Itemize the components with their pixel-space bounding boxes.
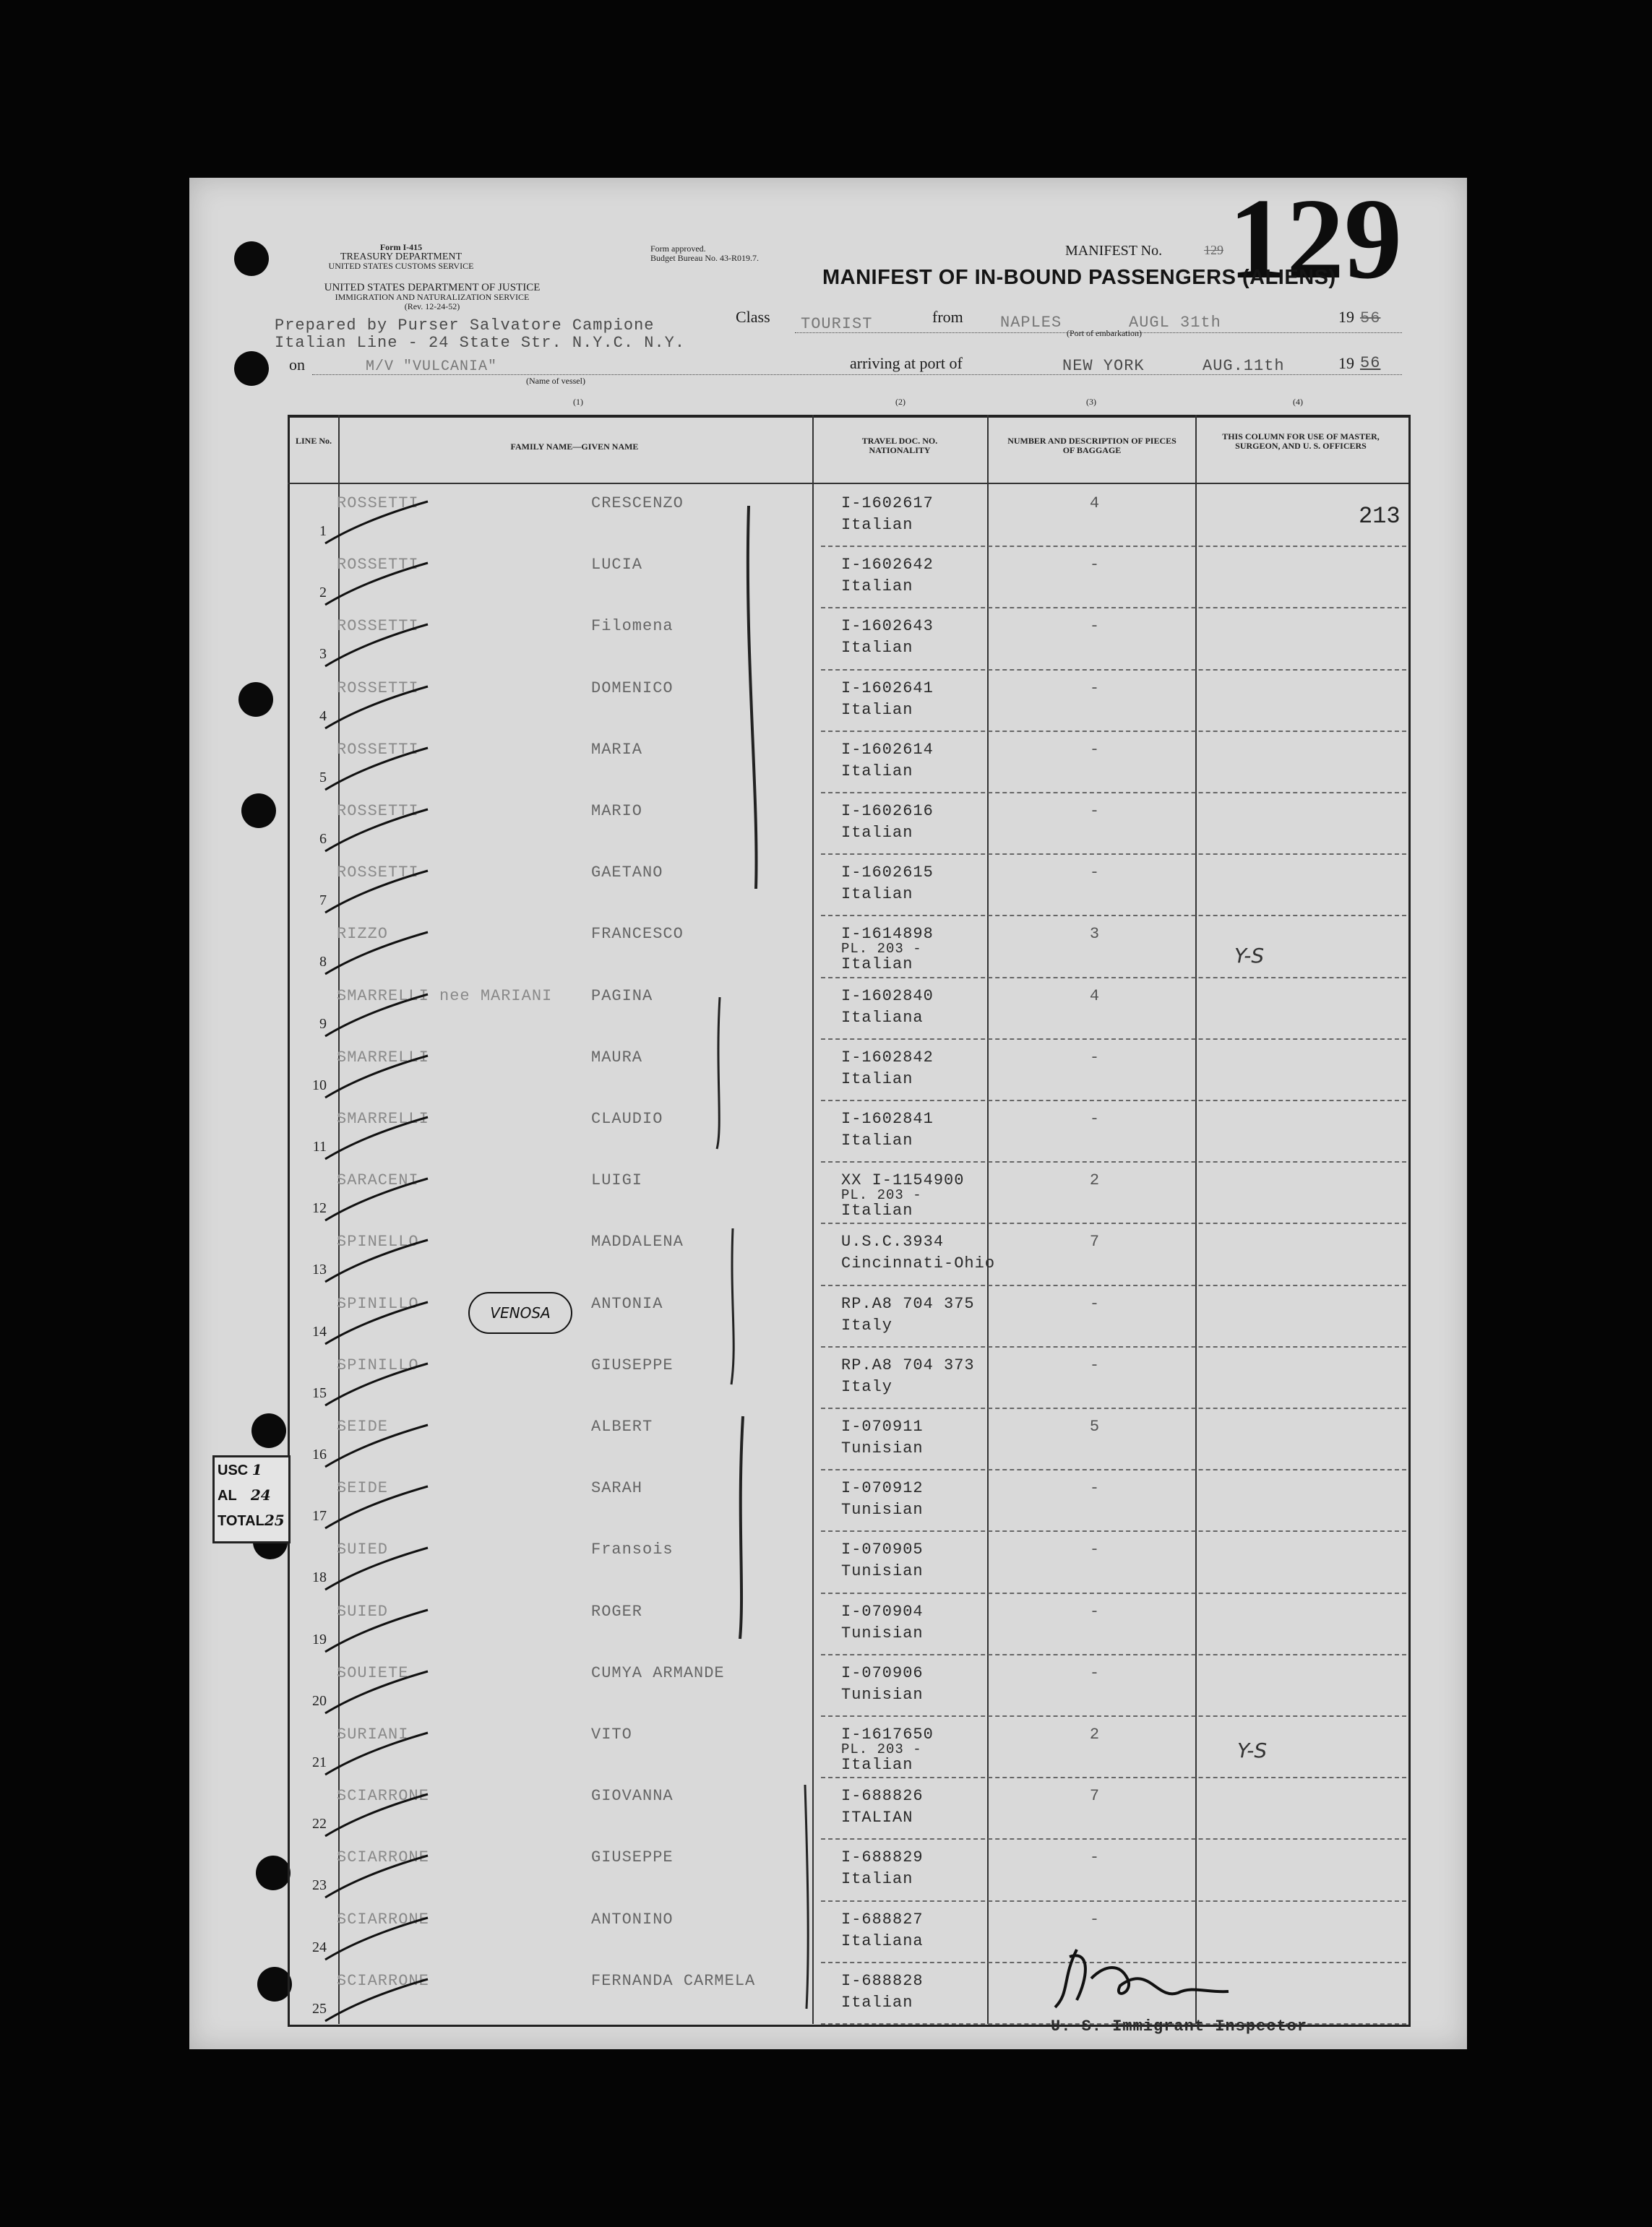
row-rule <box>821 1838 1406 1840</box>
row-rule <box>821 546 1406 547</box>
check-mark <box>322 1607 431 1665</box>
nationality: Tunisian <box>841 1439 924 1457</box>
check-mark <box>322 1915 431 1973</box>
stamp-usc-value: 1 <box>251 1461 262 1478</box>
head-officers: THIS COLUMN FOR USE OF MASTER, SURGEON, AND U. S. OFFICERS <box>1222 431 1380 451</box>
baggage-count: - <box>1089 740 1101 759</box>
family-name: SEIDE <box>337 1479 389 1498</box>
family-name: SCIARRONE <box>337 1787 429 1806</box>
column-divider <box>1195 415 1197 2024</box>
vessel-caption: (Name of vessel) <box>526 376 585 386</box>
given-name: CLAUDIO <box>591 1110 663 1128</box>
revision: (Rev. 12-24-52) <box>404 301 460 311</box>
vessel-underline <box>312 374 1402 375</box>
check-mark <box>322 1853 431 1911</box>
binder-hole <box>241 793 276 828</box>
given-name: VITO <box>591 1726 632 1744</box>
travel-doc-no: I-1602617 <box>841 494 934 512</box>
row-rule <box>821 792 1406 793</box>
family-name: RIZZO <box>337 925 389 944</box>
baggage-count: 3 <box>1089 925 1101 944</box>
manifest-label: MANIFEST No. <box>1065 243 1163 259</box>
line-number: 3 <box>319 646 327 663</box>
nationality: Italiana <box>841 1931 924 1950</box>
stamp-al-label: AL <box>218 1488 237 1504</box>
given-name: DOMENICO <box>591 679 674 697</box>
line-number: 24 <box>312 1939 327 1955</box>
baggage-count: - <box>1089 1541 1101 1559</box>
check-mark <box>322 929 431 987</box>
family-name: SCIARRONE <box>337 1910 429 1929</box>
nationality: Italian <box>841 1993 913 2012</box>
check-mark <box>322 684 431 741</box>
baggage-count: 2 <box>1089 1171 1101 1190</box>
travel-doc-no: I-070912 <box>841 1479 924 1498</box>
row-rule <box>821 1346 1406 1348</box>
nationality: Cincinnati-Ohio <box>841 1254 996 1273</box>
travel-doc-no: I-070906 <box>841 1663 924 1682</box>
family-name: ROSSETTI <box>337 802 419 820</box>
line-number: 14 <box>312 1323 327 1340</box>
row-rule <box>821 915 1406 916</box>
column-divider <box>812 415 814 2024</box>
family-name: ROSSETTI <box>337 556 419 574</box>
travel-doc-note: PL. 203 - <box>841 1187 922 1204</box>
given-name: MARIA <box>591 740 643 759</box>
row-rule <box>821 607 1406 608</box>
manifest-struck-number: 129 <box>1204 243 1223 257</box>
binder-hole <box>238 682 273 717</box>
check-mark <box>322 499 431 556</box>
nationality: Italian <box>841 639 913 658</box>
row-rule <box>821 1285 1406 1286</box>
line-number: 19 <box>312 1631 327 1647</box>
family-name: ROSSETTI <box>337 617 419 636</box>
on-label: on <box>289 356 305 374</box>
row-rule <box>821 669 1406 671</box>
travel-doc-no: I-1602614 <box>841 740 934 759</box>
baggage-count: - <box>1089 1048 1101 1067</box>
given-name: FERNANDA CARMELA <box>591 1971 756 1990</box>
given-name: Fransois <box>591 1541 674 1559</box>
from-port: NAPLES <box>1000 314 1062 332</box>
venosa-note <box>468 1292 572 1334</box>
stamp-usc-label: USC <box>218 1463 249 1478</box>
line-number: 6 <box>319 831 327 847</box>
nationality: Italian <box>841 762 913 780</box>
family-name: SURIANI <box>337 1726 409 1744</box>
given-name: ANTONIA <box>591 1294 663 1313</box>
row-rule <box>821 1223 1406 1224</box>
nationality: Tunisian <box>841 1501 924 1520</box>
given-name: GAETANO <box>591 863 663 882</box>
form-approved: Form approved. <box>650 244 706 254</box>
travel-doc-no: I-688827 <box>841 1910 924 1929</box>
stamp-total-row <box>215 1508 288 1533</box>
line-number: 13 <box>312 1262 327 1278</box>
officer-count: 213 <box>1359 503 1401 530</box>
arriving-label: arriving at port of <box>850 354 963 372</box>
baggage-count: - <box>1089 556 1101 574</box>
travel-doc-no: I-070911 <box>841 1418 924 1436</box>
nationality: Italian <box>841 577 913 596</box>
baggage-count: - <box>1089 1602 1101 1621</box>
customs-service: UNITED STATES CUSTOMS SERVICE <box>328 261 474 271</box>
family-name: SCIARRONE <box>337 1971 429 1990</box>
prepared-by: Prepared by Purser Salvatore Campione <box>275 316 655 335</box>
nationality: Italiana <box>841 1008 924 1027</box>
line-number: 25 <box>312 2000 327 2017</box>
check-mark <box>322 1299 431 1357</box>
check-mark <box>322 991 431 1049</box>
given-name: PAGINA <box>591 986 653 1005</box>
stamp-usc-row <box>215 1457 288 1483</box>
binder-hole <box>257 1967 292 2002</box>
row-rule <box>821 1408 1406 1409</box>
travel-doc-no: I-1602841 <box>841 1110 934 1128</box>
year-value-1: 56 <box>1360 309 1381 327</box>
from-date: AUGL 31th <box>1129 314 1221 332</box>
line-number: 8 <box>319 954 327 970</box>
given-name: LUCIA <box>591 556 643 574</box>
stamp-total-label: TOTAL <box>218 1513 264 1529</box>
nationality: Italy <box>841 1316 893 1335</box>
check-mark <box>322 1976 431 2034</box>
family-name: SUIED <box>337 1602 389 1621</box>
travel-doc-no: I-070905 <box>841 1541 924 1559</box>
from-label: from <box>932 308 963 326</box>
row-rule <box>821 1593 1406 1594</box>
nationality: Italian <box>841 955 913 974</box>
nationality: Italian <box>841 700 913 719</box>
check-mark <box>322 1791 431 1849</box>
travel-doc-no: XX I-1154900 <box>841 1171 965 1190</box>
given-name: LUIGI <box>591 1171 643 1190</box>
inspector-caption: U. S. Immigrant Inspector <box>1051 2017 1308 2036</box>
officer-mark-row8: Y-S <box>1234 944 1265 968</box>
year-label-2: 19 <box>1338 354 1354 372</box>
check-mark <box>322 1114 431 1172</box>
arrival-date: AUG.11th <box>1203 357 1285 375</box>
given-name: GIOVANNA <box>591 1787 674 1806</box>
travel-doc-no: I-688826 <box>841 1787 924 1806</box>
baggage-count: 4 <box>1089 494 1101 512</box>
approval-block <box>650 244 809 263</box>
arrival-port: NEW YORK <box>1062 357 1145 375</box>
check-mark <box>322 806 431 864</box>
check-mark <box>322 1730 431 1788</box>
travel-doc-no: I-1602840 <box>841 986 934 1005</box>
family-name: SMARRELLI <box>337 1048 429 1067</box>
family-name: SMARRELLI <box>337 1110 429 1128</box>
row-rule <box>821 1469 1406 1470</box>
line-number: 21 <box>312 1754 327 1770</box>
line-number: 1 <box>319 523 327 539</box>
travel-doc-no: I-1602616 <box>841 802 934 820</box>
nationality: Italian <box>841 1202 913 1220</box>
travel-doc-note: PL. 203 - <box>841 941 922 957</box>
nationality: Italian <box>841 1756 913 1774</box>
nationality: Italian <box>841 1132 913 1150</box>
travel-doc-no: U.S.C.3934 <box>841 1233 945 1252</box>
row-rule <box>821 1038 1406 1040</box>
class-label: Class <box>736 308 770 326</box>
nationality: Italian <box>841 1069 913 1088</box>
justice-block <box>280 283 584 311</box>
row-rule <box>821 853 1406 855</box>
travel-doc-no: I-1602641 <box>841 679 934 697</box>
header-rule <box>288 483 1408 484</box>
given-name: GIUSEPPE <box>591 1848 674 1867</box>
baggage-count: - <box>1089 679 1101 697</box>
nationality: Italian <box>841 885 913 904</box>
family-name: ROSSETTI <box>337 679 419 697</box>
binder-hole <box>251 1413 286 1448</box>
given-name: MAURA <box>591 1048 643 1067</box>
baggage-count: - <box>1089 1848 1101 1867</box>
line-number: 17 <box>312 1508 327 1525</box>
family-name: SMARRELLI nee MARIANI <box>337 986 553 1005</box>
year-value-2: 56 <box>1360 354 1381 372</box>
travel-doc-no: RP.A8 704 373 <box>841 1356 975 1374</box>
line-number: 23 <box>312 1877 327 1894</box>
row-rule <box>821 731 1406 732</box>
travel-doc-no: I-1602842 <box>841 1048 934 1067</box>
row-rule <box>821 1900 1406 1902</box>
nationality: Italian <box>841 824 913 842</box>
nationality: Tunisian <box>841 1685 924 1704</box>
nationality: Tunisian <box>841 1562 924 1581</box>
nationality: Tunisian <box>841 1624 924 1642</box>
check-mark <box>322 621 431 679</box>
head-line-no: LINE No. <box>295 436 332 446</box>
row-rule <box>821 1654 1406 1655</box>
travel-doc-no: I-1617650 <box>841 1726 934 1744</box>
line-number: 4 <box>319 707 327 724</box>
travel-doc-no: I-1602643 <box>841 617 934 636</box>
check-mark <box>322 1176 431 1233</box>
year-label-1: 19 <box>1338 308 1354 326</box>
row-rule <box>821 1530 1406 1532</box>
baggage-count: - <box>1089 1479 1101 1498</box>
port-embarkation-caption: (Port of embarkation) <box>1067 328 1142 338</box>
family-name: SOUIETE <box>337 1663 409 1682</box>
head-name: FAMILY NAME—GIVEN NAME <box>510 441 639 452</box>
vessel-name: M/V "VULCANIA" <box>366 358 498 375</box>
nationality: Italy <box>841 1377 893 1396</box>
officer-mark-row21: Y-S <box>1237 1739 1268 1762</box>
row-rule <box>821 977 1406 978</box>
family-name: ROSSETTI <box>337 863 419 882</box>
baggage-count: - <box>1089 1356 1101 1374</box>
line-number: 18 <box>312 1569 327 1586</box>
col-num-1: (1) <box>573 397 583 407</box>
manifest-stamped-number: 129 <box>1229 174 1402 303</box>
check-mark <box>322 1483 431 1541</box>
form-number: Form I-415 <box>379 242 423 252</box>
row-rule <box>821 1100 1406 1101</box>
check-mark <box>322 1361 431 1418</box>
travel-doc-note: PL. 203 - <box>841 1741 922 1757</box>
justice-dept: UNITED STATES DEPARTMENT OF JUSTICE <box>324 282 541 293</box>
given-name: CRESCENZO <box>591 494 684 512</box>
check-mark <box>322 1668 431 1726</box>
line-address: Italian Line - 24 State Str. N.Y.C. N.Y. <box>275 334 686 352</box>
check-mark <box>322 1053 431 1111</box>
stamp-al-row <box>215 1483 288 1508</box>
line-number: 9 <box>319 1015 327 1032</box>
binder-hole <box>256 1856 291 1890</box>
count-stamp <box>212 1455 291 1543</box>
family-name: SEIDE <box>337 1418 389 1436</box>
column-divider <box>987 415 989 2024</box>
head-baggage: NUMBER AND DESCRIPTION OF PIECES OF BAGGAGE <box>1007 436 1176 455</box>
baggage-count: 2 <box>1089 1726 1101 1744</box>
treasury-dept: TREASURY DEPARTMENT <box>340 251 463 262</box>
line-number: 20 <box>312 1692 327 1709</box>
check-mark <box>322 868 431 926</box>
given-name: ALBERT <box>591 1418 653 1436</box>
stamp-total-value: 25 <box>264 1512 285 1529</box>
col-num-2: (2) <box>895 397 905 407</box>
travel-doc-no: I-1602642 <box>841 556 934 574</box>
given-name: SARAH <box>591 1479 643 1498</box>
baggage-count: - <box>1089 802 1101 820</box>
row-rule <box>821 1777 1406 1778</box>
travel-doc-no: I-070904 <box>841 1602 924 1621</box>
binder-hole <box>234 241 269 276</box>
travel-doc-no: I-688829 <box>841 1848 924 1867</box>
class-underline <box>795 332 1402 333</box>
family-name: ROSSETTI <box>337 494 419 512</box>
line-number: 22 <box>312 1816 327 1832</box>
travel-doc-no: I-688828 <box>841 1971 924 1990</box>
line-number: 16 <box>312 1447 327 1463</box>
family-name: SUIED <box>337 1541 389 1559</box>
baggage-count: - <box>1089 1294 1101 1313</box>
given-name: MADDALENA <box>591 1233 684 1252</box>
budget-bureau: Budget Bureau No. 43-R019.7. <box>650 253 759 263</box>
given-name: GIUSEPPE <box>591 1356 674 1374</box>
travel-doc-no: RP.A8 704 375 <box>841 1294 975 1313</box>
ins-service: IMMIGRATION AND NATURALIZATION SERVICE <box>335 292 530 302</box>
given-name: ANTONINO <box>591 1910 674 1929</box>
stamp-al-value: 24 <box>250 1486 271 1504</box>
given-name: MARIO <box>591 802 643 820</box>
check-mark <box>322 1422 431 1480</box>
nationality: Italian <box>841 516 913 534</box>
family-name: SPINILLO <box>337 1294 419 1313</box>
venosa-label: VENOSA <box>490 1304 551 1322</box>
given-name: ROGER <box>591 1602 643 1621</box>
family-name: SPINELLO <box>337 1233 419 1252</box>
given-name: Filomena <box>591 617 674 636</box>
line-number: 11 <box>312 1139 327 1155</box>
check-mark <box>322 1237 431 1295</box>
given-name: CUMYA ARMANDE <box>591 1663 725 1682</box>
col-num-3: (3) <box>1086 397 1096 407</box>
head-doc: TRAVEL DOC. NO. NATIONALITY <box>861 436 938 455</box>
binder-hole <box>234 351 269 386</box>
col-num-4: (4) <box>1293 397 1303 407</box>
baggage-count: 7 <box>1089 1233 1101 1252</box>
family-name: SCIARRONE <box>337 1848 429 1867</box>
baggage-count: - <box>1089 1663 1101 1682</box>
check-mark <box>322 745 431 803</box>
check-mark <box>322 560 431 618</box>
line-number: 10 <box>312 1077 327 1093</box>
line-number: 15 <box>312 1384 327 1401</box>
nationality: ITALIAN <box>841 1809 913 1827</box>
baggage-count: 5 <box>1089 1418 1101 1436</box>
row-rule <box>821 1715 1406 1717</box>
baggage-count: - <box>1089 863 1101 882</box>
baggage-count: - <box>1089 1110 1101 1128</box>
baggage-count: - <box>1089 617 1101 636</box>
class-value: TOURIST <box>801 315 873 333</box>
family-name: ROSSETTI <box>337 740 419 759</box>
baggage-count: - <box>1089 1910 1101 1929</box>
line-number: 2 <box>319 585 327 601</box>
baggage-count: 4 <box>1089 986 1101 1005</box>
line-number: 12 <box>312 1200 327 1217</box>
manifest-title: MANIFEST OF IN-BOUND PASSENGERS (ALIENS) <box>822 266 1336 289</box>
baggage-count: 7 <box>1089 1787 1101 1806</box>
line-number: 7 <box>319 892 327 909</box>
inspector-signature <box>1048 1935 1236 2015</box>
travel-doc-no: I-1614898 <box>841 925 934 944</box>
check-mark <box>322 1545 431 1603</box>
line-number: 5 <box>319 769 327 785</box>
family-name: SARACENI <box>337 1171 419 1190</box>
nationality: Italian <box>841 1870 913 1889</box>
family-name: SPINILLO <box>337 1356 419 1374</box>
given-name: FRANCESCO <box>591 925 684 944</box>
row-rule <box>821 1161 1406 1163</box>
form-header-block <box>282 243 520 271</box>
travel-doc-no: I-1602615 <box>841 863 934 882</box>
